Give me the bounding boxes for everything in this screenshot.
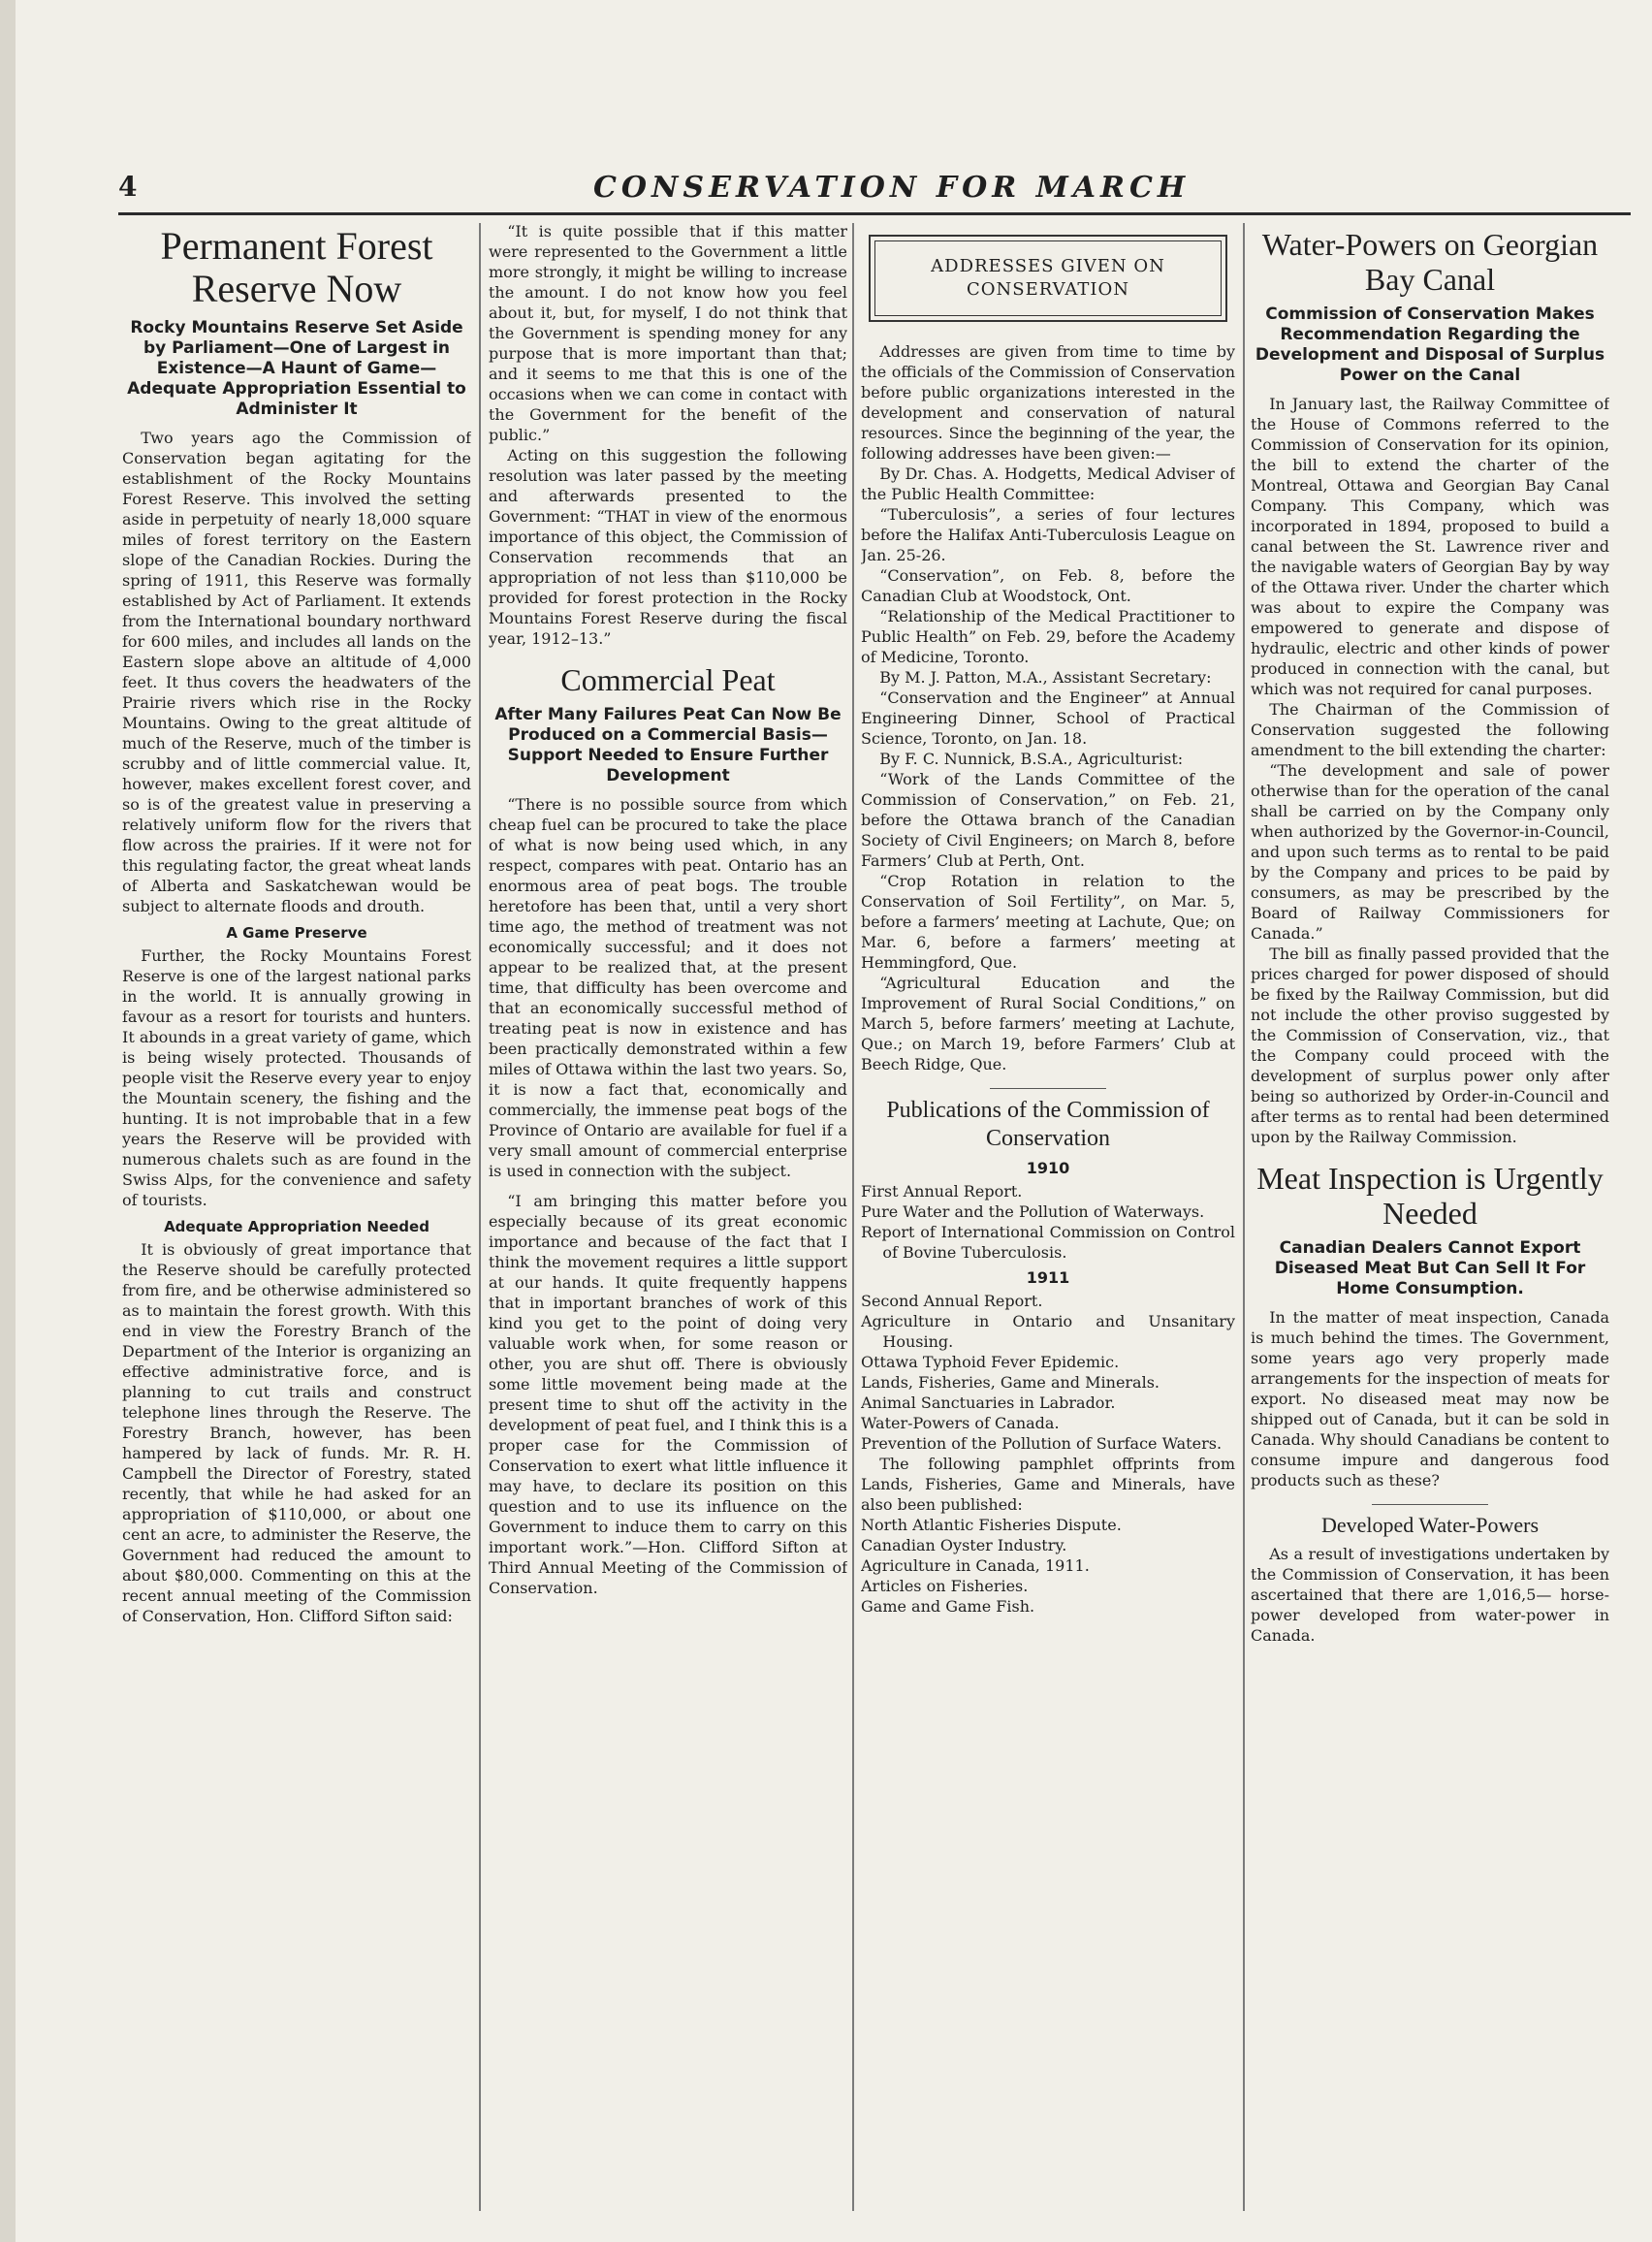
paragraph: “Conservation”, on Feb. 8, before the Canadian Club at Woodstock, Ont. bbox=[861, 566, 1235, 605]
article-deck: Canadian Dealers Cannot Export Diseased Meat But Can Sell It For Home Consumption. bbox=[1274, 1238, 1586, 1298]
article-title: Meat Inspection is Urgently Needed bbox=[1256, 1161, 1604, 1231]
page-header bbox=[118, 171, 1631, 209]
column-4 bbox=[1251, 221, 1609, 2209]
box-title: ADDRESSES GIVEN ON CONSERVATION bbox=[874, 240, 1222, 316]
paragraph: “The development and sale of power otherwise than for the operation of the canal shall be carried on by the Company only when authorized by the Governor-in-Council, and upon such terms as to rental to be paid by the Company and prices to be paid by consumers, as may be prescribed by the Board of Railway Commissioners for Canada.” bbox=[1251, 761, 1609, 943]
paragraph: Acting on this suggestion the following resolution was later passed by the meeting and afterwards presented to the Government: “THAT in view of the enormous importance of this object, the Commission of Conservation recommends that an appropriation of not less than $110,000 be provided for forest protection in the Rocky Mountains Forest Reserve during the fiscal year, 1912–13.” bbox=[489, 446, 847, 648]
publication-item: Ottawa Typhoid Fever Epidemic. bbox=[861, 1353, 1120, 1371]
separator bbox=[990, 1088, 1106, 1089]
paragraph: “Work of the Lands Committee of the Commission of Conservation,” on Feb. 21, before the Ottawa branch of the Canadian Society of Civil Engineers; on March 8, before Farmers’ Club at Perth, Ont. bbox=[861, 770, 1235, 870]
article-title: Permanent Forest Reserve Now bbox=[160, 224, 433, 310]
scan-edge bbox=[0, 0, 16, 2242]
paragraph: Two years ago the Commission of Conservation began agitating for the establishment of the Rocky Mountains Forest Reserve. This involved the setting aside in perpetuity of nearly 18,000 square miles of forest territory on the Eastern slope of the Canadian Rockies. During the spring of 1911, this Reserve was formally established by Act of Parliament. It extends from the International boundary northward for 600 miles, and includes all lands on the Eastern slope above an altitude of 4,000 feet. It thus covers the headwaters of the Prairie rivers which rise in the Rocky Mountains. Owing to the great altitude of much of the Reserve, much of the timber is scrubby and of little commercial value. It, however, makes excellent forest cover, and so is of the greatest value in preserving a relatively uniform flow for the rivers that flow across the prairies. If it were not for this regulating factor, the great wheat lands of Alberta and Saskatchewan would be subject to alternate floods and drouth. bbox=[122, 429, 471, 915]
paragraph: As a result of investigations undertaken by the Commission of Conservation, it has been ascertained that there are 1,016,5— horse-power developed from water-power in Canada. bbox=[1251, 1545, 1609, 1645]
paragraph: In the matter of meat inspection, Canada is much behind the times. The Government, some years ago very properly made arrangements for the inspection of meats for export. No diseased meat may now be shipped out of Canada, but it can be sold in Canada. Why should Canadians be content to consume impure and dangerous food products such as these? bbox=[1251, 1308, 1609, 1489]
paragraph: “Relationship of the Medical Practitioner to Public Health” on Feb. 29, before the Academy of Medicine, Toronto. bbox=[861, 607, 1235, 666]
publication-item: First Annual Report. bbox=[861, 1182, 1023, 1201]
boxed-heading bbox=[869, 235, 1227, 322]
publications-title: Publications of the Commission of Conservation bbox=[886, 1098, 1210, 1151]
column-3 bbox=[861, 221, 1235, 2209]
paragraph: In January last, the Railway Committee of the House of Commons referred to the Commission of Conservation for its opinion, the bill to extend the charter of the Montreal, Ottawa and Georgian Bay Canal Company. This Company, which was incorporated in 1894, proposed to build a canal between the St. Lawrence river and the navigable waters of Georgian Bay by way of the Ottawa river. Under the charter which was about to expire the Company was empowered to generate and dispose of hydraulic, electric and other kinds of power produced in connection with the canal, but which was not required for canal purposes. bbox=[1251, 395, 1609, 698]
article-title: Commercial Peat bbox=[560, 662, 776, 697]
publication-item: Animal Sanctuaries in Labrador. bbox=[861, 1393, 1116, 1412]
article-deck: After Many Failures Peat Can Now Be Produced on a Commercial Basis—Support Needed to Ensure Further Development bbox=[494, 705, 842, 785]
header-rule bbox=[118, 212, 1631, 215]
column-2 bbox=[489, 221, 847, 2209]
page-number: 4 bbox=[118, 171, 138, 203]
paragraph: “Conservation and the Engineer” at Annual Engineering Dinner, School of Practical Science, Toronto, on Jan. 18. bbox=[861, 689, 1235, 748]
paragraph: “There is no possible source from which cheap fuel can be procured to take the place of what is now being used which, in any respect, compares with peat. Ontario has an enormous area of peat bogs. The trouble heretofore has been that, until a very short time ago, the method of treatment was not economically successful; and it does not appear to be realized that, at the present time, that difficulty has been overcome and that an economically successful method of treating peat is now in existence and has been practically demonstrated within a few miles of Ottawa within the last two years. So, it is now a fact that, economically and commercially, the immense peat bogs of the Province of Ontario are available for fuel if a very small amount of commercial enterprise is used in connection with the subject. bbox=[489, 795, 847, 1180]
publication-item: Prevention of the Pollution of Surface Waters. bbox=[861, 1434, 1223, 1453]
paragraph: By Dr. Chas. A. Hodgetts, Medical Adviser of the Public Health Committee: bbox=[861, 464, 1235, 503]
separator bbox=[1372, 1504, 1488, 1505]
article-deck: Commission of Conservation Makes Recommendation Regarding the Development and Disposal of Surplus Power on the Canal bbox=[1255, 304, 1605, 385]
publication-item: North Atlantic Fisheries Dispute. bbox=[861, 1516, 1122, 1534]
publication-item: Pure Water and the Pollution of Waterways. bbox=[861, 1202, 1205, 1221]
publication-item: Articles on Fisheries. bbox=[861, 1577, 1029, 1595]
article-deck: Rocky Mountains Reserve Set Aside by Parliament—One of Largest in Existence—A Haunt of Game—Adequate Appropriation Essential to Administer It bbox=[127, 318, 466, 419]
article-title: Water-Powers on Georgian Bay Canal bbox=[1261, 227, 1599, 297]
publication-item: Agriculture in Ontario and Unsanitary Housing. bbox=[861, 1312, 1235, 1351]
column-divider bbox=[479, 223, 481, 2211]
paragraph: “Crop Rotation in relation to the Conservation of Soil Fertility”, on Mar. 5, before a farmers’ meeting at Lachute, Que; on Mar. 6, before a farmers’ meeting at Hemmingford, Que. bbox=[861, 872, 1235, 972]
publication-item: Lands, Fisheries, Game and Minerals. bbox=[861, 1373, 1160, 1392]
paragraph: It is obviously of great importance that the Reserve should be carefully protected from fire, and be otherwise administered so as to maintain the forest growth. With this end in view the Forestry Branch of the Department of the Interior is organizing an effective administrative force, and is planning to cut trails and construct telephone lines through the Reserve. The Forestry Branch, however, has been hampered by lack of funds. Mr. R. H. Campbell the Director of Forestry, stated recently, that while he had asked for an appropriation of $110,000, or about one cent an acre, to administer the Reserve, the Government had reduced the amount to about $80,000. Commenting on this at the recent annual meeting of the Commission of Conservation, Hon. Clifford Sifton said: bbox=[122, 1240, 471, 1625]
article-title: Developed Water-Powers bbox=[1320, 1513, 1540, 1537]
paragraph: The Chairman of the Commission of Conservation suggested the following amendment to the bill extending the charter: bbox=[1251, 700, 1609, 759]
paragraph: “Agricultural Education and the Improvement of Rural Social Conditions,” on March 5, before farmers’ meeting at Lachute, Que.; on March 19, before Farmers’ Club at Beech Ridge, Que. bbox=[861, 974, 1235, 1073]
column-divider bbox=[852, 223, 854, 2211]
publication-item: Game and Game Fish. bbox=[861, 1597, 1035, 1616]
publication-item: Canadian Oyster Industry. bbox=[861, 1536, 1067, 1554]
paragraph: Further, the Rocky Mountains Forest Reserve is one of the largest national parks in the world. It is annually growing in favour as a resort for tourists and hunters. It abounds in a great variety of game, which is being wisely protected. Thousands of people visit the Reserve every year to enjoy the Mountain scenery, the fishing and the hunting. It is not improbable that in a few years the Reserve will be provided with numerous chalets such as are found in the Swiss Alps, for the convenience and safety of tourists. bbox=[122, 946, 471, 1209]
publication-item: Agriculture in Canada, 1911. bbox=[861, 1556, 1090, 1575]
paragraph: “I am bringing this matter before you especially because of its great economic importance and because of the fact that I think the movement requires a little support at our hands. It quite frequently happens that in important branches of work of this kind you get to the point of doing very valuable work when, for some reason or other, you are shut off. There is obviously some little movement being made at the present time to shut off the activity in the development of peat fuel, and I think this is a proper case for the Commission of Conservation to exert what little influence it may have, to declare its position on this question and to use its influence on the Government to induce them to carry on this important work.”—Hon. Clifford Sifton at Third Annual Meeting of the Commission of Conservation. bbox=[489, 1192, 847, 1597]
running-head: CONSERVATION FOR MARCH bbox=[593, 171, 1191, 205]
publication-item: Report of International Commission on Control of Bovine Tuberculosis. bbox=[861, 1223, 1235, 1262]
paragraph: Addresses are given from time to time by the officials of the Commission of Conservation before public organizations interested in the development and conservation of natural resources. Since the beginning of the year, the following addresses have been given:— bbox=[861, 342, 1235, 463]
paragraph: The bill as finally passed provided that the prices charged for power disposed of should be fixed by the Railway Commission, but did not include the other proviso suggested by the Commission of Conservation, viz., that the Company could proceed with the development of surplus power only after being so authorized by Order-in-Council and after terms as to rental had been determined upon by the Railway Commission. bbox=[1251, 945, 1609, 1146]
publication-item: Second Annual Report. bbox=[861, 1292, 1043, 1310]
paragraph: By F. C. Nunnick, B.S.A., Agriculturist: bbox=[879, 750, 1184, 768]
paragraph: “It is quite possible that if this matter were represented to the Government a little more strongly, it might be willing to increase the amount. I do not know how you feel about it, but, for myself, I do not think that the Government is spending money for any purpose that is more important than that; and it seems to me that this is one of the occasions when we can come in contact with the Government for the benefit of the public.” bbox=[489, 222, 847, 444]
paragraph: The following pamphlet offprints from Lands, Fisheries, Game and Minerals, have also been published: bbox=[861, 1455, 1235, 1514]
publication-item: Water-Powers of Canada. bbox=[861, 1414, 1060, 1432]
subhead: Adequate Appropriation Needed bbox=[164, 1218, 429, 1235]
year-heading: 1911 bbox=[1026, 1268, 1070, 1287]
paragraph: By M. J. Patton, M.A., Assistant Secretary: bbox=[879, 668, 1212, 687]
paragraph: “Tuberculosis”, a series of four lectures before the Halifax Anti-Tuberculosis League on Jan. 25-26. bbox=[861, 505, 1235, 564]
year-heading: 1910 bbox=[1026, 1159, 1070, 1177]
subhead: A Game Preserve bbox=[226, 924, 367, 942]
column-1 bbox=[122, 221, 471, 2209]
column-divider bbox=[1243, 223, 1245, 2211]
